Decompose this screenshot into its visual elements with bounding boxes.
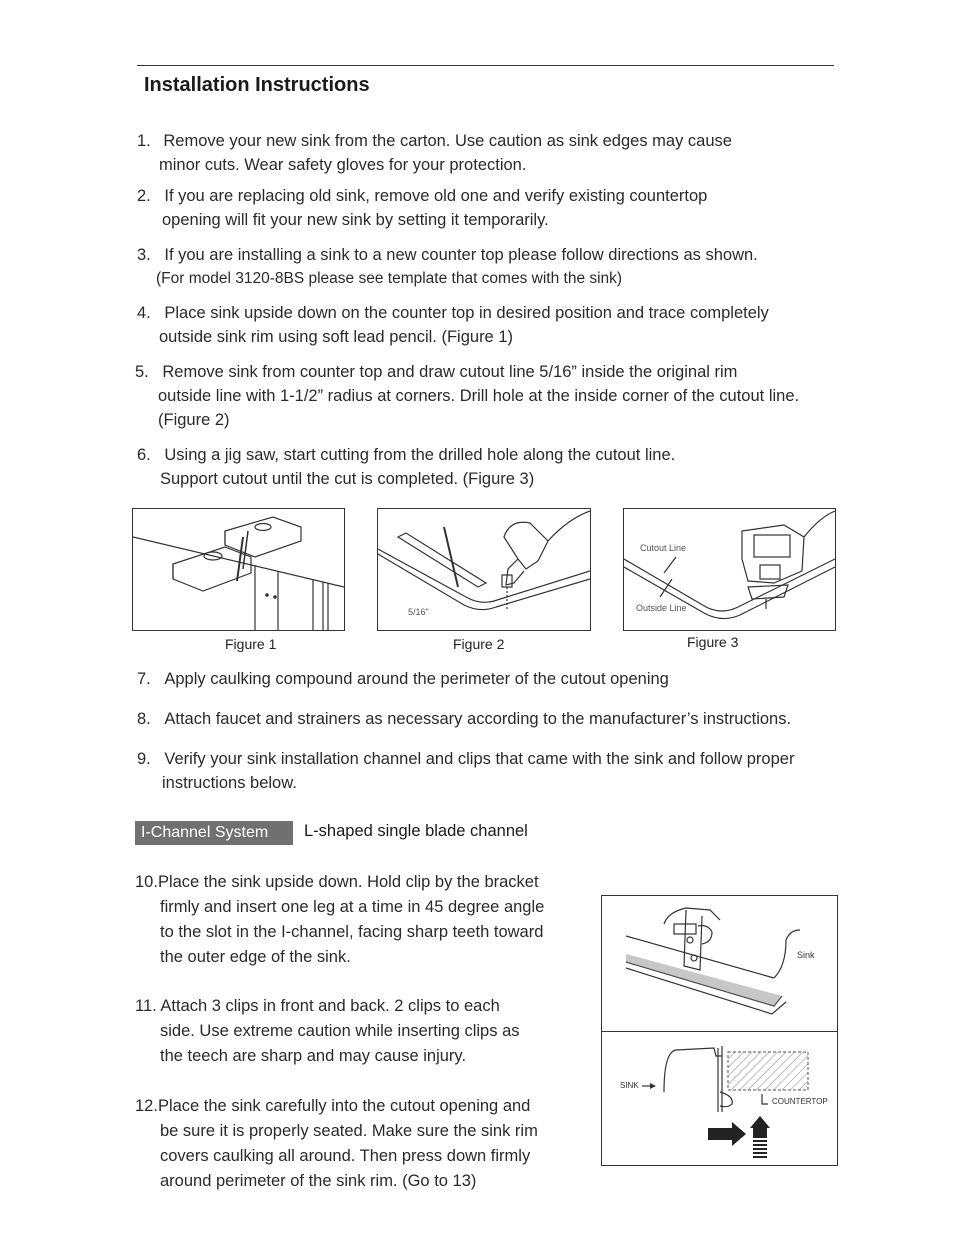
step-text: (Figure 2) xyxy=(158,411,230,429)
step-number: 5. xyxy=(135,363,149,381)
figure-2 xyxy=(377,508,591,631)
figure-1-caption: Figure 1 xyxy=(225,636,277,652)
step-number: 4. xyxy=(137,304,151,322)
step-number: 2. xyxy=(137,187,151,205)
step-text: If you are installing a sink to a new counter top please follow directions as shown. xyxy=(164,246,758,264)
step-text: opening will fit your new sink by setting it temporarily. xyxy=(162,211,549,229)
channel-subtitle: L-shaped single blade channel xyxy=(304,822,528,840)
step-text: Verify your sink installation channel and clips that came with the sink and follow proper xyxy=(164,750,795,768)
sink-countertop-section xyxy=(602,1032,837,1165)
outside-line-label: Outside Line xyxy=(636,603,687,613)
step-number: 9. xyxy=(137,750,151,768)
sink-label-upper: Sink xyxy=(797,950,815,960)
step-9 xyxy=(137,747,794,795)
step-text: minor cuts. Wear safety gloves for your protection. xyxy=(159,156,527,174)
i-channel-badge: I-Channel System xyxy=(135,821,293,845)
step-number: 11. xyxy=(135,997,157,1015)
step-number: 1. xyxy=(137,132,151,150)
page-title: Installation Instructions xyxy=(144,74,370,96)
step-12 xyxy=(135,1094,538,1194)
step-text: firmly and insert one leg at a time in 45 degree angle xyxy=(160,898,545,916)
top-rule xyxy=(137,65,834,66)
step-text: Attach faucet and strainers as necessary according to the manufacturer’s instructions. xyxy=(164,710,792,728)
step-text: outside sink rim using soft lead pencil. (Figure 1) xyxy=(159,328,513,346)
step-text: Remove your new sink from the carton. Use caution as sink edges may cause xyxy=(163,132,732,150)
step-number: 6. xyxy=(137,446,151,464)
step-11 xyxy=(135,994,520,1069)
figure-2-caption: Figure 2 xyxy=(453,636,505,652)
step-number: 3. xyxy=(137,246,151,264)
sink-label-lower: SINK xyxy=(620,1081,639,1090)
clip-insert-illustration xyxy=(602,896,837,1031)
drill-illustration xyxy=(378,509,590,630)
step-text: Place sink upside down on the counter top in desired position and trace completely xyxy=(164,304,769,322)
clip-diagram xyxy=(601,895,838,1032)
step-text: the outer edge of the sink. xyxy=(160,948,351,966)
figure-3 xyxy=(623,508,836,631)
section-diagram xyxy=(601,1031,838,1166)
step-8 xyxy=(137,707,791,731)
step-text: to the slot in the I-channel, facing sharp teeth toward xyxy=(160,923,544,941)
push-arrow-icon xyxy=(708,1122,746,1146)
step-5 xyxy=(135,360,799,432)
step-1 xyxy=(137,129,732,177)
step-text: Using a jig saw, start cutting from the drilled hole along the cutout line. xyxy=(164,446,676,464)
step-7 xyxy=(137,667,669,691)
step-text: Apply caulking compound around the perimeter of the cutout opening xyxy=(164,670,669,688)
cutout-line-label: Cutout Line xyxy=(640,543,687,553)
figure-3-caption: Figure 3 xyxy=(687,634,739,650)
step-text: Support cutout until the cut is completed. (Figure 3) xyxy=(160,470,535,488)
step-number: 12. xyxy=(135,1097,158,1115)
step-number: 8. xyxy=(137,710,151,728)
countertop-label: COUNTERTOP xyxy=(772,1097,828,1106)
step-text: Place the sink carefully into the cutout opening and xyxy=(157,1097,531,1115)
step-number: 10. xyxy=(135,873,158,891)
step-text: outside line with 1-1/2” radius at corners. Drill hole at the inside corner of the cutout line. xyxy=(158,387,800,405)
up-arrow-icon xyxy=(750,1116,770,1158)
figure-1 xyxy=(132,508,345,631)
jigsaw-illustration xyxy=(624,509,835,630)
step-text: Place the sink upside down. Hold clip by the bracket xyxy=(157,873,539,891)
step-10 xyxy=(135,870,544,970)
step-text: Attach 3 clips in front and back. 2 clips to each xyxy=(156,997,500,1015)
step-text: covers caulking all around. Then press down firmly xyxy=(160,1147,531,1165)
step-text: (For model 3120-8BS please see template that comes with the sink) xyxy=(156,270,623,287)
step-text: instructions below. xyxy=(162,774,297,792)
step-number: 7. xyxy=(137,670,151,688)
step-2 xyxy=(137,184,707,232)
step-6 xyxy=(137,443,675,491)
step-text: the teech are sharp and may cause injury. xyxy=(160,1047,467,1065)
step-text: Remove sink from counter top and draw cutout line 5/16” inside the original rim xyxy=(162,363,738,381)
step-3 xyxy=(137,243,758,291)
step-text: around perimeter of the sink rim. (Go to 13) xyxy=(160,1172,477,1190)
sink-tracing-illustration xyxy=(133,509,344,630)
figure-2-label: 5/16" xyxy=(408,607,429,617)
step-text: be sure it is properly seated. Make sure the sink rim xyxy=(160,1122,538,1140)
step-text: side. Use extreme caution while inserting clips as xyxy=(160,1022,520,1040)
step-text: If you are replacing old sink, remove old one and verify existing countertop xyxy=(164,187,708,205)
step-4 xyxy=(137,301,769,349)
